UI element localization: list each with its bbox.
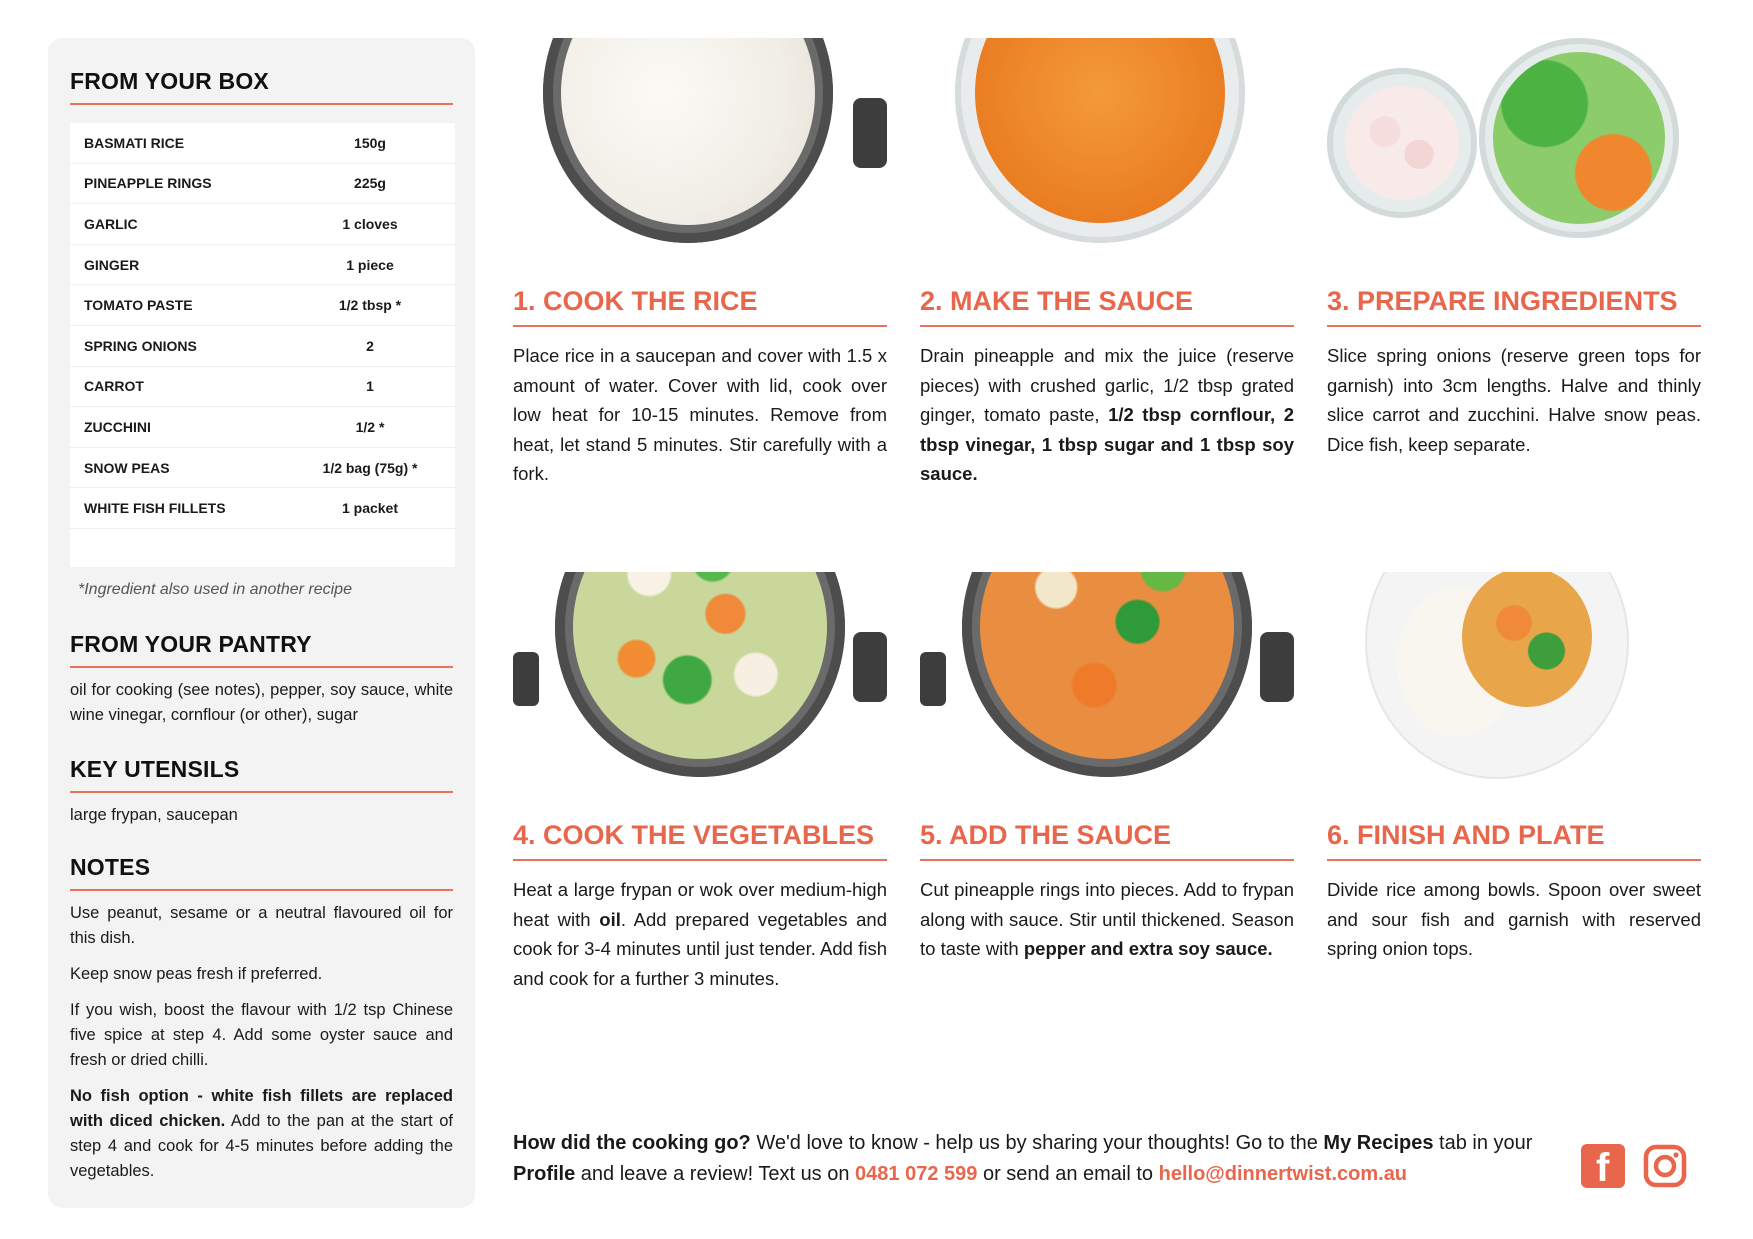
step-photo-plate	[1327, 572, 1701, 782]
footer-text: or send an email to	[977, 1163, 1159, 1185]
note-bold: No fish option - white fish fillets are replaced with diced chicken.	[70, 1086, 453, 1130]
ingredient-name: CARROT	[70, 366, 285, 407]
my-recipes-label: My Recipes	[1323, 1132, 1434, 1154]
footer-text: We'd love to know - help us by sharing your thoughts! Go to the	[750, 1132, 1324, 1154]
footer-text: and leave a review! Text us on	[575, 1163, 856, 1185]
ingredients-table	[70, 123, 455, 567]
email-link[interactable]: hello@dinnertwist.com.au	[1158, 1163, 1408, 1185]
step-photo-sauced	[920, 572, 1294, 782]
ingredient-qty: 1/2 bag (75g) *	[285, 447, 455, 488]
step-photo-rice	[513, 38, 887, 248]
step-text: Slice spring onions (reserve green tops for garnish) into 3cm lengths. Halve and thinly slice carrot and zucchini. Halve snow peas. Dice fish, keep separate.	[1327, 345, 1701, 455]
step-text: Place rice in a saucepan and cover with 1.5 x amount of water. Cover with lid, cook over low heat for 10-15 minutes. Remove from heat, let stand 5 minutes. Stir carefully with a fork.	[513, 345, 887, 484]
from-your-box-title: FROM YOUR BOX	[70, 68, 453, 105]
step-text-bold: pepper and extra soy sauce.	[1023, 938, 1273, 959]
step-body	[1327, 341, 1701, 459]
step-body	[920, 875, 1294, 964]
step-text: Drain pineapple and mix the juice (reserve pieces) with crushed garlic, 1/2 tbsp grated ginger, tomato paste,	[920, 345, 1294, 425]
step-text-bold: oil	[599, 908, 621, 930]
ingredient-row	[70, 366, 455, 407]
footer-text: tab in your	[1433, 1132, 1533, 1154]
ingredient-qty: 2	[285, 325, 455, 366]
ingredient-qty: 1 cloves	[285, 204, 455, 245]
pan-handle	[1260, 632, 1294, 702]
ingredient-row	[70, 163, 455, 204]
sauced-pan-image	[962, 572, 1252, 777]
step-title: 5. ADD THE SAUCE	[920, 820, 1294, 861]
vegetable-pan-image	[555, 572, 845, 777]
note-item: Keep snow peas fresh if preferred.	[70, 964, 323, 983]
ingredient-row	[70, 488, 455, 529]
ingredient-row	[70, 244, 455, 285]
step-photo-vegetables	[513, 572, 887, 782]
footer-question: How did the cooking go?	[513, 1132, 751, 1154]
note-item	[70, 1084, 453, 1184]
fish-dish-image	[1327, 68, 1477, 218]
ingredient-name: SPRING ONIONS	[70, 325, 285, 366]
key-utensils-title: KEY UTENSILS	[70, 756, 453, 793]
step-text-bold: 1/2 tbsp cornflour, 2 tbsp vinegar, 1 tbsp sugar and 1 tbsp soy sauce.	[920, 404, 1294, 484]
step-title: 3. PREPARE INGREDIENTS	[1327, 286, 1701, 327]
ingredient-qty: 150g	[285, 123, 455, 163]
sauce-bowl-image	[955, 38, 1245, 243]
ingredient-qty: 1/2 *	[285, 407, 455, 448]
step-3	[1327, 38, 1701, 459]
note-item: Use peanut, sesame or a neutral flavoured oil for this dish.	[70, 903, 453, 947]
notes-title: NOTES	[70, 854, 453, 891]
ingredient-row	[70, 407, 455, 448]
step-text: Cut pineapple rings into pieces. Add to frypan along with sauce. Stir until thickened. Season to taste with	[920, 879, 1294, 959]
ingredient-row	[70, 123, 455, 163]
ingredient-row	[70, 204, 455, 245]
note-item: If you wish, boost the flavour with 1/2 tsp Chinese five spice at step 4. Add some oyster sauce and fresh or dried chilli.	[70, 1000, 453, 1069]
ingredient-name: ZUCCHINI	[70, 407, 285, 448]
ingredient-qty: 1 piece	[285, 244, 455, 285]
step-body	[920, 341, 1294, 489]
ingredient-row	[70, 325, 455, 366]
step-2	[920, 38, 1294, 489]
step-5	[920, 572, 1294, 964]
step-photo-ingredients	[1327, 38, 1701, 248]
utensils-text: large frypan, saucepan	[70, 805, 238, 824]
step-body	[513, 341, 887, 489]
step-text: Heat a large frypan or wok over medium-high heat with	[513, 879, 887, 930]
step-4	[513, 572, 887, 993]
rice-pan-image	[543, 38, 833, 243]
step-photo-sauce	[920, 38, 1294, 248]
step-1	[513, 38, 887, 489]
phone-number-link[interactable]: 0481 072 599	[855, 1163, 978, 1185]
ingredient-footnote: *Ingredient also used in another recipe	[78, 580, 352, 598]
facebook-icon[interactable]: f	[1581, 1144, 1625, 1188]
step-text: . Add prepared vegetables and cook for 3-4 minutes until just tender. Add fish and cook for a further 3 minutes.	[513, 908, 888, 989]
pantry-text: oil for cooking (see notes), pepper, soy sauce, white wine vinegar, cornflour (or other), sugar	[70, 680, 453, 724]
ingredient-name: SNOW PEAS	[70, 447, 285, 488]
feedback-footer	[513, 1128, 1563, 1190]
pan-handle	[853, 98, 887, 168]
notes-list	[70, 901, 453, 1184]
pan-handle	[513, 652, 539, 706]
step-title: 1. COOK THE RICE	[513, 286, 887, 327]
ingredient-name: WHITE FISH FILLETS	[70, 488, 285, 529]
step-body	[1327, 875, 1701, 964]
step-6	[1327, 572, 1701, 964]
step-title: 2. MAKE THE SAUCE	[920, 286, 1294, 327]
ingredient-qty: 225g	[285, 163, 455, 204]
step-title: 4. COOK THE VEGETABLES	[513, 820, 887, 861]
ingredient-qty: 1 packet	[285, 488, 455, 529]
ingredient-row-empty	[70, 528, 455, 567]
step-body	[513, 875, 887, 993]
pan-handle	[853, 632, 887, 702]
ingredient-name: BASMATI RICE	[70, 123, 285, 163]
ingredient-name: GARLIC	[70, 204, 285, 245]
pan-handle	[920, 652, 946, 706]
from-your-pantry-title: FROM YOUR PANTRY	[70, 631, 453, 668]
ingredient-name: GINGER	[70, 244, 285, 285]
ingredient-qty: 1/2 tbsp *	[285, 285, 455, 326]
step-text: Divide rice among bowls. Spoon over sweet and sour fish and garnish with reserved spring onion tops.	[1327, 879, 1701, 959]
note-rest: Add to the pan at the start of step 4 and cook for 4-5 minutes before adding the vegetables.	[70, 1111, 453, 1180]
ingredient-name: PINEAPPLE RINGS	[70, 163, 285, 204]
ingredient-row	[70, 447, 455, 488]
vegetable-dish-image	[1479, 38, 1679, 238]
plated-dish-image	[1367, 572, 1627, 777]
ingredient-qty: 1	[285, 366, 455, 407]
instagram-icon[interactable]	[1643, 1144, 1687, 1188]
profile-label: Profile	[513, 1163, 576, 1185]
step-title: 6. FINISH AND PLATE	[1327, 820, 1701, 861]
ingredients-sidebar	[48, 38, 475, 1208]
ingredient-name: TOMATO PASTE	[70, 285, 285, 326]
ingredient-row	[70, 285, 455, 326]
